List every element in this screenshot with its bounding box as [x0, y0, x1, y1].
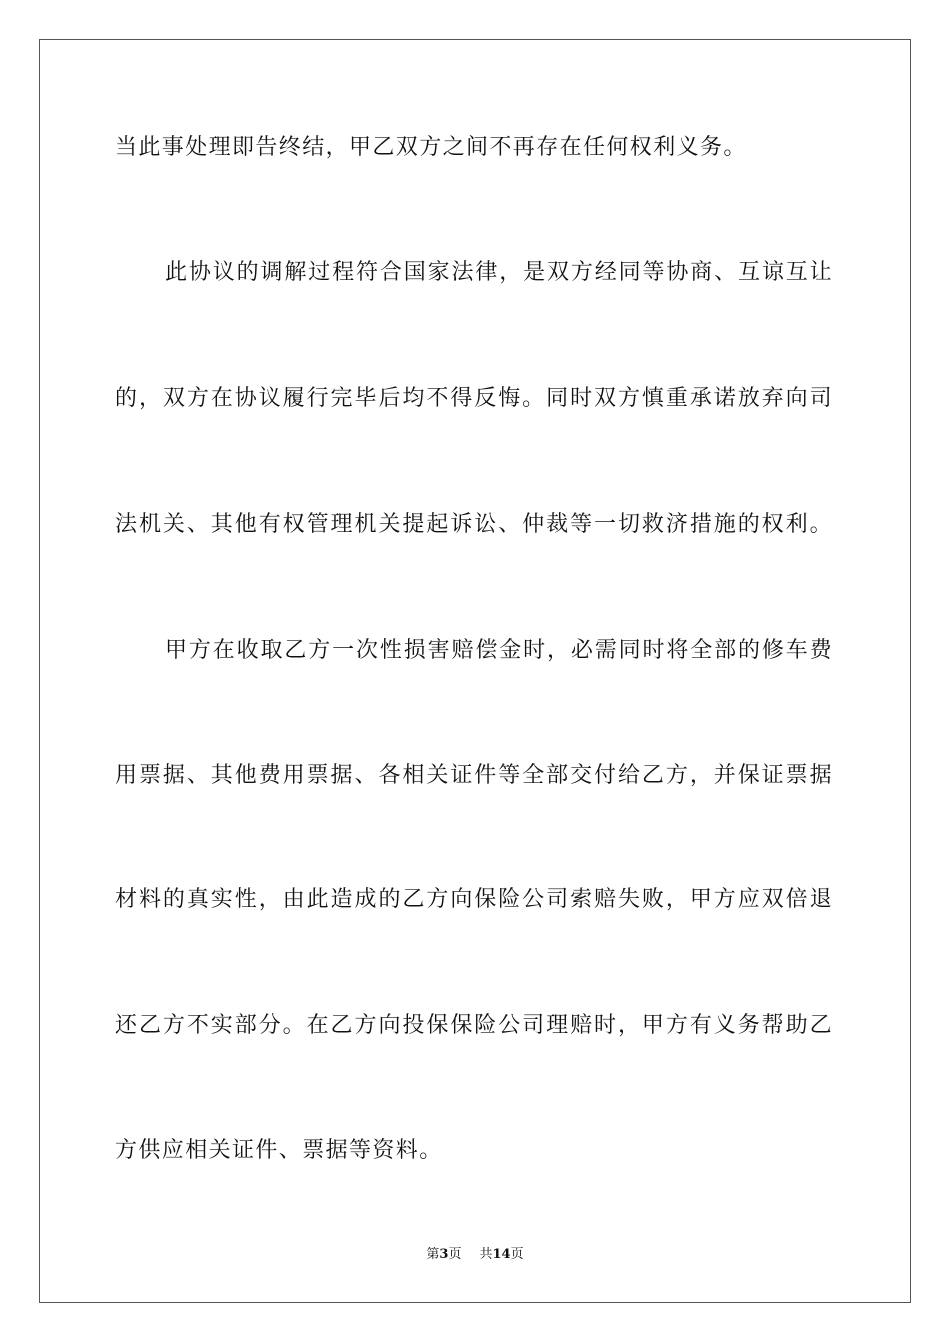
paragraph-line-4: 法机关、其他有权管理机关提起诉讼、仲裁等一切救济措施的权利。: [115, 512, 833, 537]
footer-total-pages: 14: [492, 1247, 511, 1262]
page-border: [39, 39, 911, 1303]
footer-page-suffix: 页: [448, 1247, 462, 1262]
page-footer: [0, 1246, 950, 1264]
footer-page-number: 3: [439, 1247, 449, 1262]
footer-total-prefix: 共: [479, 1247, 493, 1262]
footer-total-suffix: 页: [510, 1247, 524, 1262]
paragraph-line-1: 当此事处理即告终结，甲乙双方之间不再存在任何权利义务。: [115, 135, 747, 160]
paragraph-line-3: 的，双方在协议履行完毕后均不得反悔。同时双方慎重承诺放弃向司: [115, 386, 833, 411]
paragraph-line-5: 甲方在收取乙方一次性损害赔偿金时，必需同时将全部的修车费: [165, 638, 833, 663]
paragraph-line-6: 用票据、其他费用票据、各相关证件等全部交付给乙方，并保证票据: [115, 763, 833, 788]
paragraph-line-7: 材料的真实性，由此造成的乙方向保险公司索赔失败，甲方应双倍退: [115, 887, 833, 912]
paragraph-line-9: 方供应相关证件、票据等资料。: [115, 1138, 443, 1163]
paragraph-line-8: 还乙方不实部分。在乙方向投保保险公司理赔时，甲方有义务帮助乙: [115, 1013, 833, 1038]
footer-page-prefix: 第: [426, 1247, 440, 1262]
paragraph-line-2: 此协议的调解过程符合国家法律，是双方经同等协商、互谅互让: [165, 260, 833, 285]
